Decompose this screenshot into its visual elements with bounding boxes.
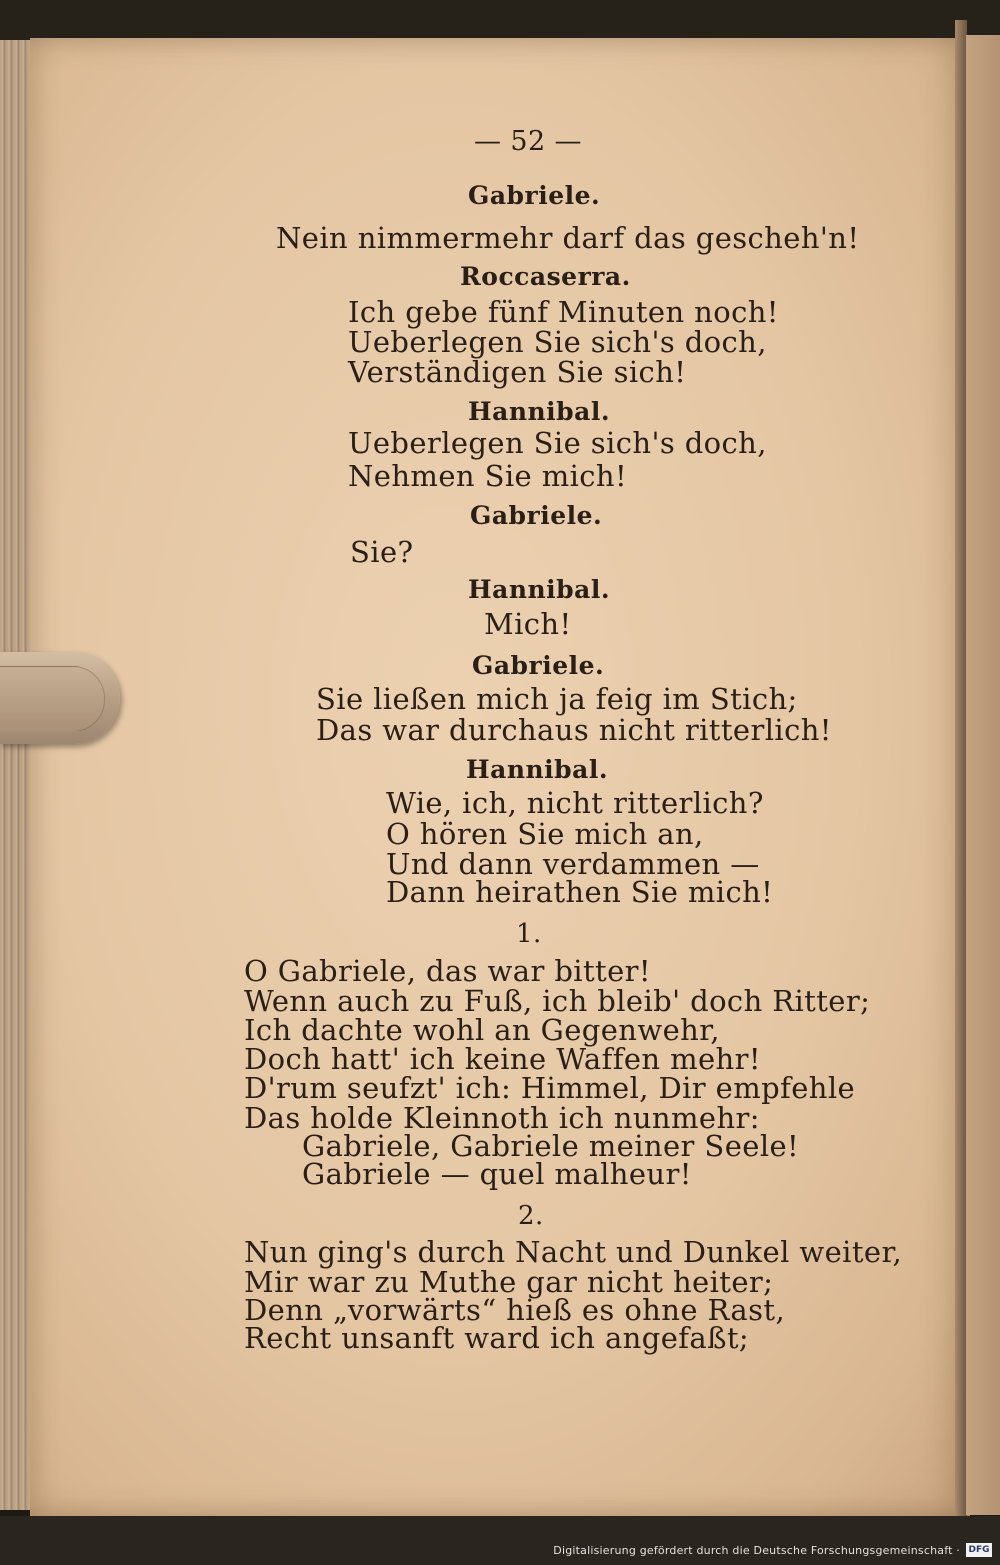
dialogue-line: Ueberlegen Sie sich's doch, xyxy=(348,325,767,359)
verse-line: Gabriele, Gabriele meiner Seele! xyxy=(302,1129,800,1163)
speaker-name: Hannibal. xyxy=(468,397,611,426)
verse-line: D'rum seufzt' ich: Himmel, Dir empfehle xyxy=(244,1071,856,1105)
next-page-edge xyxy=(966,35,1000,1515)
digitization-credit: Digitalisierung gefördert durch die Deutsche Forschungsgemeinschaft · xyxy=(553,1544,960,1557)
dialogue-line: Und dann verdammen — xyxy=(386,847,760,881)
verse-line: Denn „vorwärts“ hieß es ohne Rast, xyxy=(244,1293,786,1327)
dialogue-line: Verständigen Sie sich! xyxy=(348,355,687,389)
footer-band xyxy=(0,1516,1000,1565)
verse-line: Das holde Kleinnoth ich nunmehr: xyxy=(244,1101,760,1135)
dfg-logo: DFG xyxy=(966,1543,992,1557)
speaker-name: Gabriele. xyxy=(468,181,601,210)
bookmark-clip-inner xyxy=(0,666,105,732)
dialogue-line: Mich! xyxy=(484,607,572,641)
dialogue-line: Ueberlegen Sie sich's doch, xyxy=(348,426,767,460)
verse-line: Nun ging's durch Nacht und Dunkel weiter, xyxy=(244,1235,903,1269)
dialogue-line: O hören Sie mich an, xyxy=(386,817,704,851)
verse-line: Gabriele — quel malheur! xyxy=(302,1157,692,1191)
page-number: — 52 — xyxy=(474,126,582,157)
backdrop xyxy=(0,0,1000,40)
dialogue-line: Ich gebe fünf Minuten noch! xyxy=(348,295,779,329)
verse-line: Wenn auch zu Fuß, ich bleib' doch Ritter; xyxy=(244,984,871,1018)
verse-number: 1. xyxy=(516,919,542,949)
speaker-name: Hannibal. xyxy=(466,755,609,784)
speaker-name: Roccaserra. xyxy=(460,262,631,291)
verse-line: Mir war zu Muthe gar nicht heiter; xyxy=(244,1265,774,1299)
dialogue-line: Sie ließen mich ja feig im Stich; xyxy=(316,682,798,716)
dialogue-line: Sie? xyxy=(350,535,414,569)
verse-line: Recht unsanft ward ich angefaßt; xyxy=(244,1321,750,1355)
dialogue-line: Dann heirathen Sie mich! xyxy=(386,875,774,909)
speaker-name: Hannibal. xyxy=(468,575,611,604)
speaker-name: Gabriele. xyxy=(470,501,603,530)
verse-line: Doch hatt' ich keine Waffen mehr! xyxy=(244,1042,761,1076)
dialogue-line: Nein nimmermehr darf das gescheh'n! xyxy=(276,221,860,255)
verse-line: O Gabriele, das war bitter! xyxy=(244,954,651,988)
dialogue-line: Wie, ich, nicht ritterlich? xyxy=(386,786,764,820)
verse-number: 2. xyxy=(518,1201,544,1231)
verse-line: Ich dachte wohl an Gegenwehr, xyxy=(244,1013,720,1047)
dialogue-line: Das war durchaus nicht ritterlich! xyxy=(316,713,832,747)
dialogue-line: Nehmen Sie mich! xyxy=(348,459,628,493)
speaker-name: Gabriele. xyxy=(472,651,605,680)
